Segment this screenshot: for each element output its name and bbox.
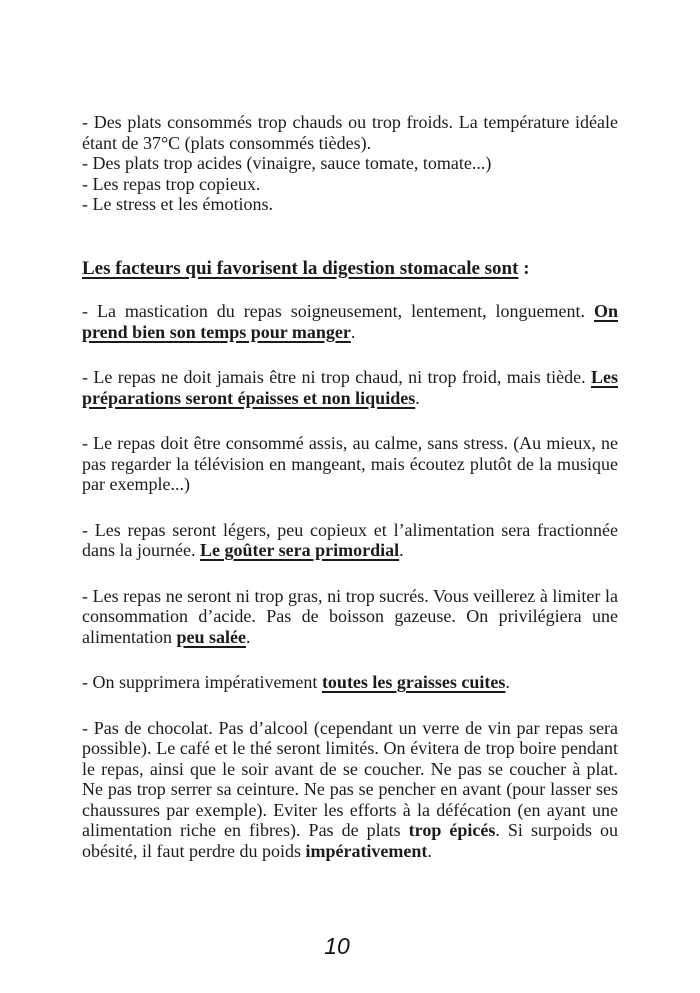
bullet-line <box>82 153 618 174</box>
text-run: - Les repas ne seront ni trop gras, ni trop sucrés. Vous veillerez à limiter la consommation d’acide. Pas de boisson gazeuse. On privilégiera une alimentation <box>82 585 618 647</box>
text-run: - On supprimera impérativement <box>82 672 322 692</box>
paragraph <box>82 520 618 561</box>
text-run: - Des plats consommés trop chauds ou trop froids. La température idéale étant de 37°C (plats consommés tièdes). <box>82 112 618 153</box>
text-run: - La mastication du repas soigneusement, lentement, longuement. <box>82 301 594 321</box>
text-run: - Le stress et les émotions. <box>82 194 273 214</box>
text-run: - Pas de chocolat. Pas d’alcool (cependant un verre de vin par repas sera possible). Le café et le thé seront limités. On évitera de trop boire pendant le repas, ainsi que le soir avant de se coucher. Ne pas se coucher à plat. Ne pas trop serrer sa ceinture. Ne pas se pencher en avant (pour lasser ses chaussures par exemple). Eviter les efforts à la défécation (en ayant une alimentation riche en fibres). Pas de plats <box>82 717 618 840</box>
paragraph <box>82 586 618 648</box>
text-run: . <box>427 840 432 861</box>
document-body <box>82 112 618 861</box>
paragraph <box>82 718 618 862</box>
bullet-line <box>82 112 618 153</box>
text-run: peu salée <box>176 626 246 647</box>
text-run: - Le repas doit être consommé assis, au calme, sans stress. (Au mieux, ne pas regarder la télévision en mangeant, mais écoutez plutôt de la musique par exemple...) <box>82 433 618 494</box>
text-run: : <box>518 257 530 279</box>
text-run: . <box>245 626 251 647</box>
paragraph <box>82 301 618 342</box>
text-run: - Le repas ne doit jamais être ni trop chaud, ni trop froid, mais tiède. <box>82 367 591 387</box>
text-run: trop épicés <box>408 820 496 840</box>
text-run: - Les repas seront légers, peu copieux et l’alimentation sera fractionnée dans la journée. <box>82 519 618 560</box>
paragraph <box>82 672 618 693</box>
text-run: . Si surpoids ou obésité, il faut perdre du poids <box>82 820 619 861</box>
page-number: 10 <box>324 933 350 959</box>
text-run: . <box>350 321 356 342</box>
paragraph <box>82 367 618 408</box>
text-run: toutes les graisses cuites <box>321 672 506 692</box>
text-run: - Les repas trop copieux. <box>82 173 261 194</box>
bullet-line <box>82 194 618 215</box>
paragraph <box>82 433 618 495</box>
text-run: . <box>399 540 404 560</box>
text-run: Les facteurs qui favorisent la digestion stomacale sont <box>82 257 519 279</box>
text-run: . <box>415 387 420 408</box>
text-run: impérativement <box>305 840 428 861</box>
section-heading <box>82 259 618 280</box>
text-run: On prend bien son temps pour manger <box>82 301 618 342</box>
text-run: . <box>505 672 510 692</box>
text-run: - Des plats trop acides (vinaigre, sauce tomate, tomate...) <box>82 153 492 173</box>
text-run: Le goûter sera primordial <box>199 540 400 560</box>
bullet-line <box>82 174 618 195</box>
text-run: Les préparations seront épaisses et non liquides <box>82 367 618 408</box>
